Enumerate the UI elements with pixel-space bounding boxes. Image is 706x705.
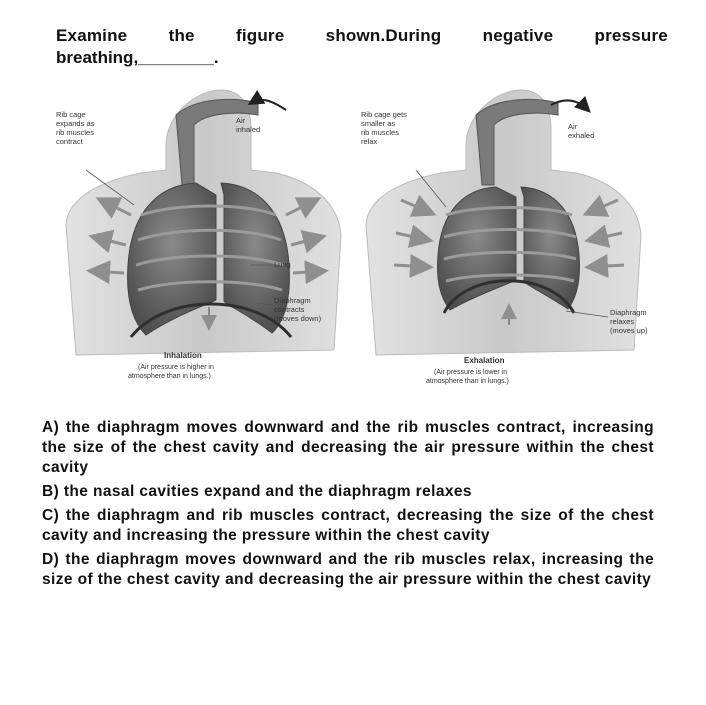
option-b[interactable]: B) the nasal cavities expand and the diaphragm relaxes <box>42 483 472 500</box>
respiration-figure <box>46 75 666 405</box>
question-period: . <box>213 48 219 67</box>
diaphragm-label-left: Diaphragm contracts (moves down) <box>274 296 322 323</box>
question-word: pressure <box>594 26 668 45</box>
exhalation-caption-title: Exhalation <box>464 356 505 365</box>
question-word: shown.During <box>325 26 442 45</box>
exhalation-caption-body: (Air pressure is lower in atmosphere than in lungs.) <box>426 369 509 385</box>
air-inhaled-label: Air inhaled <box>236 116 261 134</box>
inhalation-caption-body: (Air pressure is higher in atmosphere than in lungs.) <box>128 364 214 380</box>
option-a[interactable]: A) the diaphragm moves downward and the rib muscles contract, increasing the size of the chest cavity and decreasing the air pressure within the chest cavity <box>42 419 654 476</box>
question-word: Examine <box>56 26 128 45</box>
answer-blank: ________ <box>138 48 214 67</box>
side-note-left: Rib cage expands as rib muscles contract <box>56 110 95 146</box>
question-line-2 <box>56 48 219 68</box>
option-d[interactable]: D) the diaphragm moves downward and the rib muscles relax, increasing the size of the chest cavity and decreasing the air pressure within the chest cavity <box>42 551 654 588</box>
question-word: the <box>168 26 195 45</box>
question-line-1 <box>56 26 668 46</box>
diaphragm-label-right: Diaphragm relaxes (moves up) <box>610 308 648 335</box>
question-word: figure <box>235 26 285 45</box>
option-c[interactable]: C) the diaphragm and rib muscles contract, decreasing the size of the chest cavity and increasing the pressure within the chest cavity <box>42 507 654 544</box>
inhalation-caption-title: Inhalation <box>164 351 202 360</box>
question-word: breathing, <box>56 48 139 67</box>
question-word: negative <box>482 26 554 45</box>
inhalation-panel <box>56 90 341 380</box>
lung-label: Lung <box>274 260 291 269</box>
answer-options <box>42 418 654 594</box>
exhalation-panel <box>361 90 649 385</box>
air-exhaled-label: Air exhaled <box>568 122 595 140</box>
side-note-right: Rib cage gets smaller as rib muscles relax <box>361 110 407 146</box>
